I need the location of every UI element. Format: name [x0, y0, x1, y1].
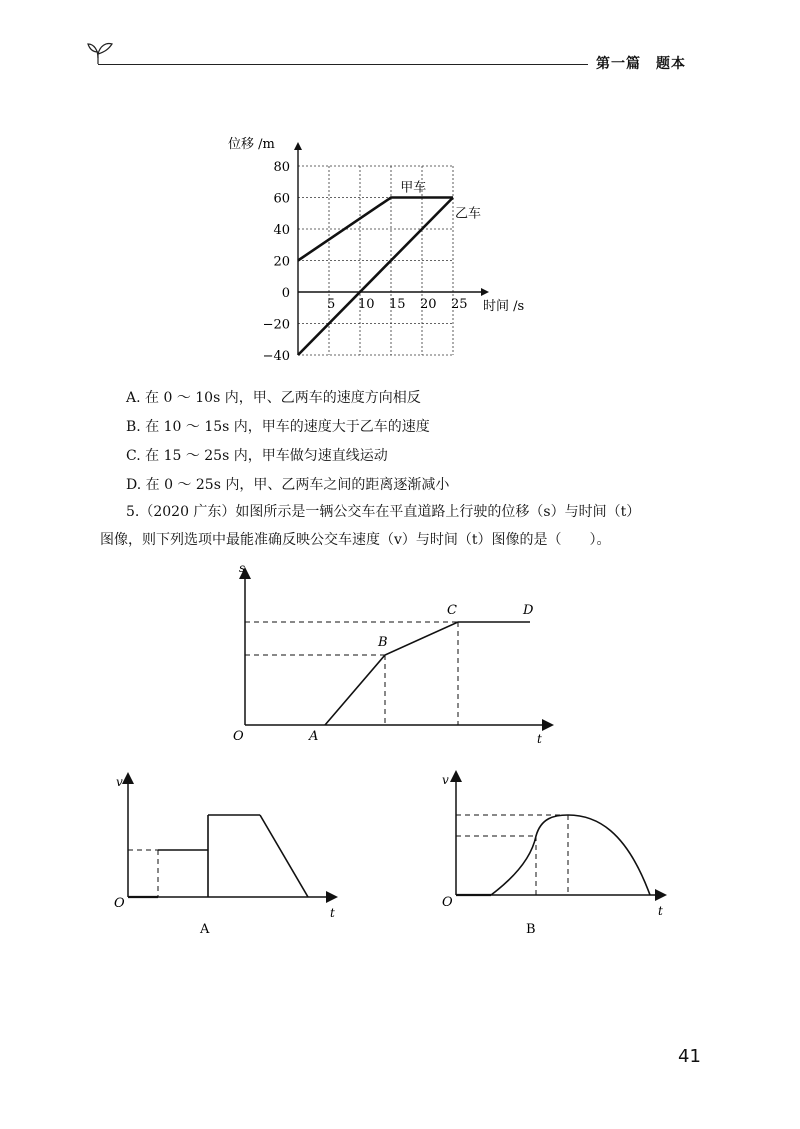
question4-options	[126, 384, 449, 500]
st-origin: O	[233, 729, 244, 744]
y-tick-label-6: −40	[262, 349, 290, 364]
a-y-label: v	[116, 775, 123, 789]
chart-axes	[294, 142, 489, 355]
st-point-d: D	[523, 603, 534, 618]
question5-line2: 图像，则下列选项中最能准确反映公交车速度（v）与时间（t）图像的是（ ）。	[100, 532, 611, 548]
x-tick-label-4: 25	[451, 297, 468, 312]
a-x-label: t	[330, 906, 335, 920]
st-y-label: s	[239, 561, 246, 575]
series-label-0: 甲车	[400, 180, 427, 196]
x-axis-title: 时间 /s	[483, 299, 525, 314]
x-tick-label-3: 20	[420, 297, 437, 312]
chart-labels	[228, 137, 524, 364]
page-number: 41	[678, 1046, 701, 1067]
series-label-1: 乙车	[455, 206, 482, 222]
a-caption: A	[200, 922, 210, 937]
question5-line1: 5.（2020 广东）如图所示是一辆公交车在平直道路上行驶的位移（s）与时间（t）	[126, 504, 641, 520]
y-tick-label-1: 60	[273, 191, 290, 207]
st-point-b: B	[378, 635, 388, 650]
x-tick-label-0: 5	[327, 297, 336, 312]
y-tick-label-5: −20	[262, 317, 290, 333]
b-y-label: v	[442, 773, 449, 787]
st-point-a: A	[309, 729, 319, 744]
series-line-1	[298, 198, 453, 356]
position-time-chart	[200, 126, 540, 376]
chart-series	[298, 198, 453, 356]
y-axis-arrow	[294, 142, 302, 150]
b-caption: B	[526, 922, 536, 937]
a-decel-segment	[260, 815, 308, 897]
chart-grid	[298, 166, 453, 355]
b-x-label: t	[658, 904, 663, 918]
option-a-graph[interactable]	[110, 770, 350, 940]
st-graph	[225, 560, 565, 750]
y-tick-label-4: 0	[281, 286, 290, 301]
option-a[interactable]: A. 在 0 ～ 10s 内，甲、乙两车的速度方向相反	[126, 390, 421, 406]
header-rule	[98, 64, 588, 65]
option-c[interactable]: C. 在 15 ～ 25s 内，甲车做匀速直线运动	[126, 448, 388, 464]
y-tick-label-2: 40	[273, 223, 290, 238]
leaf-icon	[86, 36, 116, 66]
question5-text	[100, 498, 700, 554]
st-x-label: t	[537, 732, 542, 746]
st-point-c: C	[447, 603, 457, 618]
x-axis-arrow	[481, 288, 489, 296]
b-curve	[491, 815, 650, 895]
y-tick-label-3: 20	[273, 254, 290, 270]
y-tick-label-0: 80	[273, 160, 290, 175]
st-curve	[325, 622, 530, 725]
option-d[interactable]: D. 在 0 ～ 25s 内，甲、乙两车之间的距离逐渐减小	[126, 477, 450, 493]
b-origin: O	[442, 895, 453, 910]
option-b-graph[interactable]	[436, 770, 676, 940]
x-tick-label-1: 10	[358, 297, 375, 312]
a-origin: O	[114, 896, 125, 911]
option-b[interactable]: B. 在 10 ～ 15s 内，甲车的速度大于乙车的速度	[126, 419, 430, 435]
x-tick-label-2: 15	[389, 297, 406, 312]
y-axis-title: 位移 /m	[228, 137, 275, 152]
section-title: 第一篇 题本	[596, 56, 686, 72]
